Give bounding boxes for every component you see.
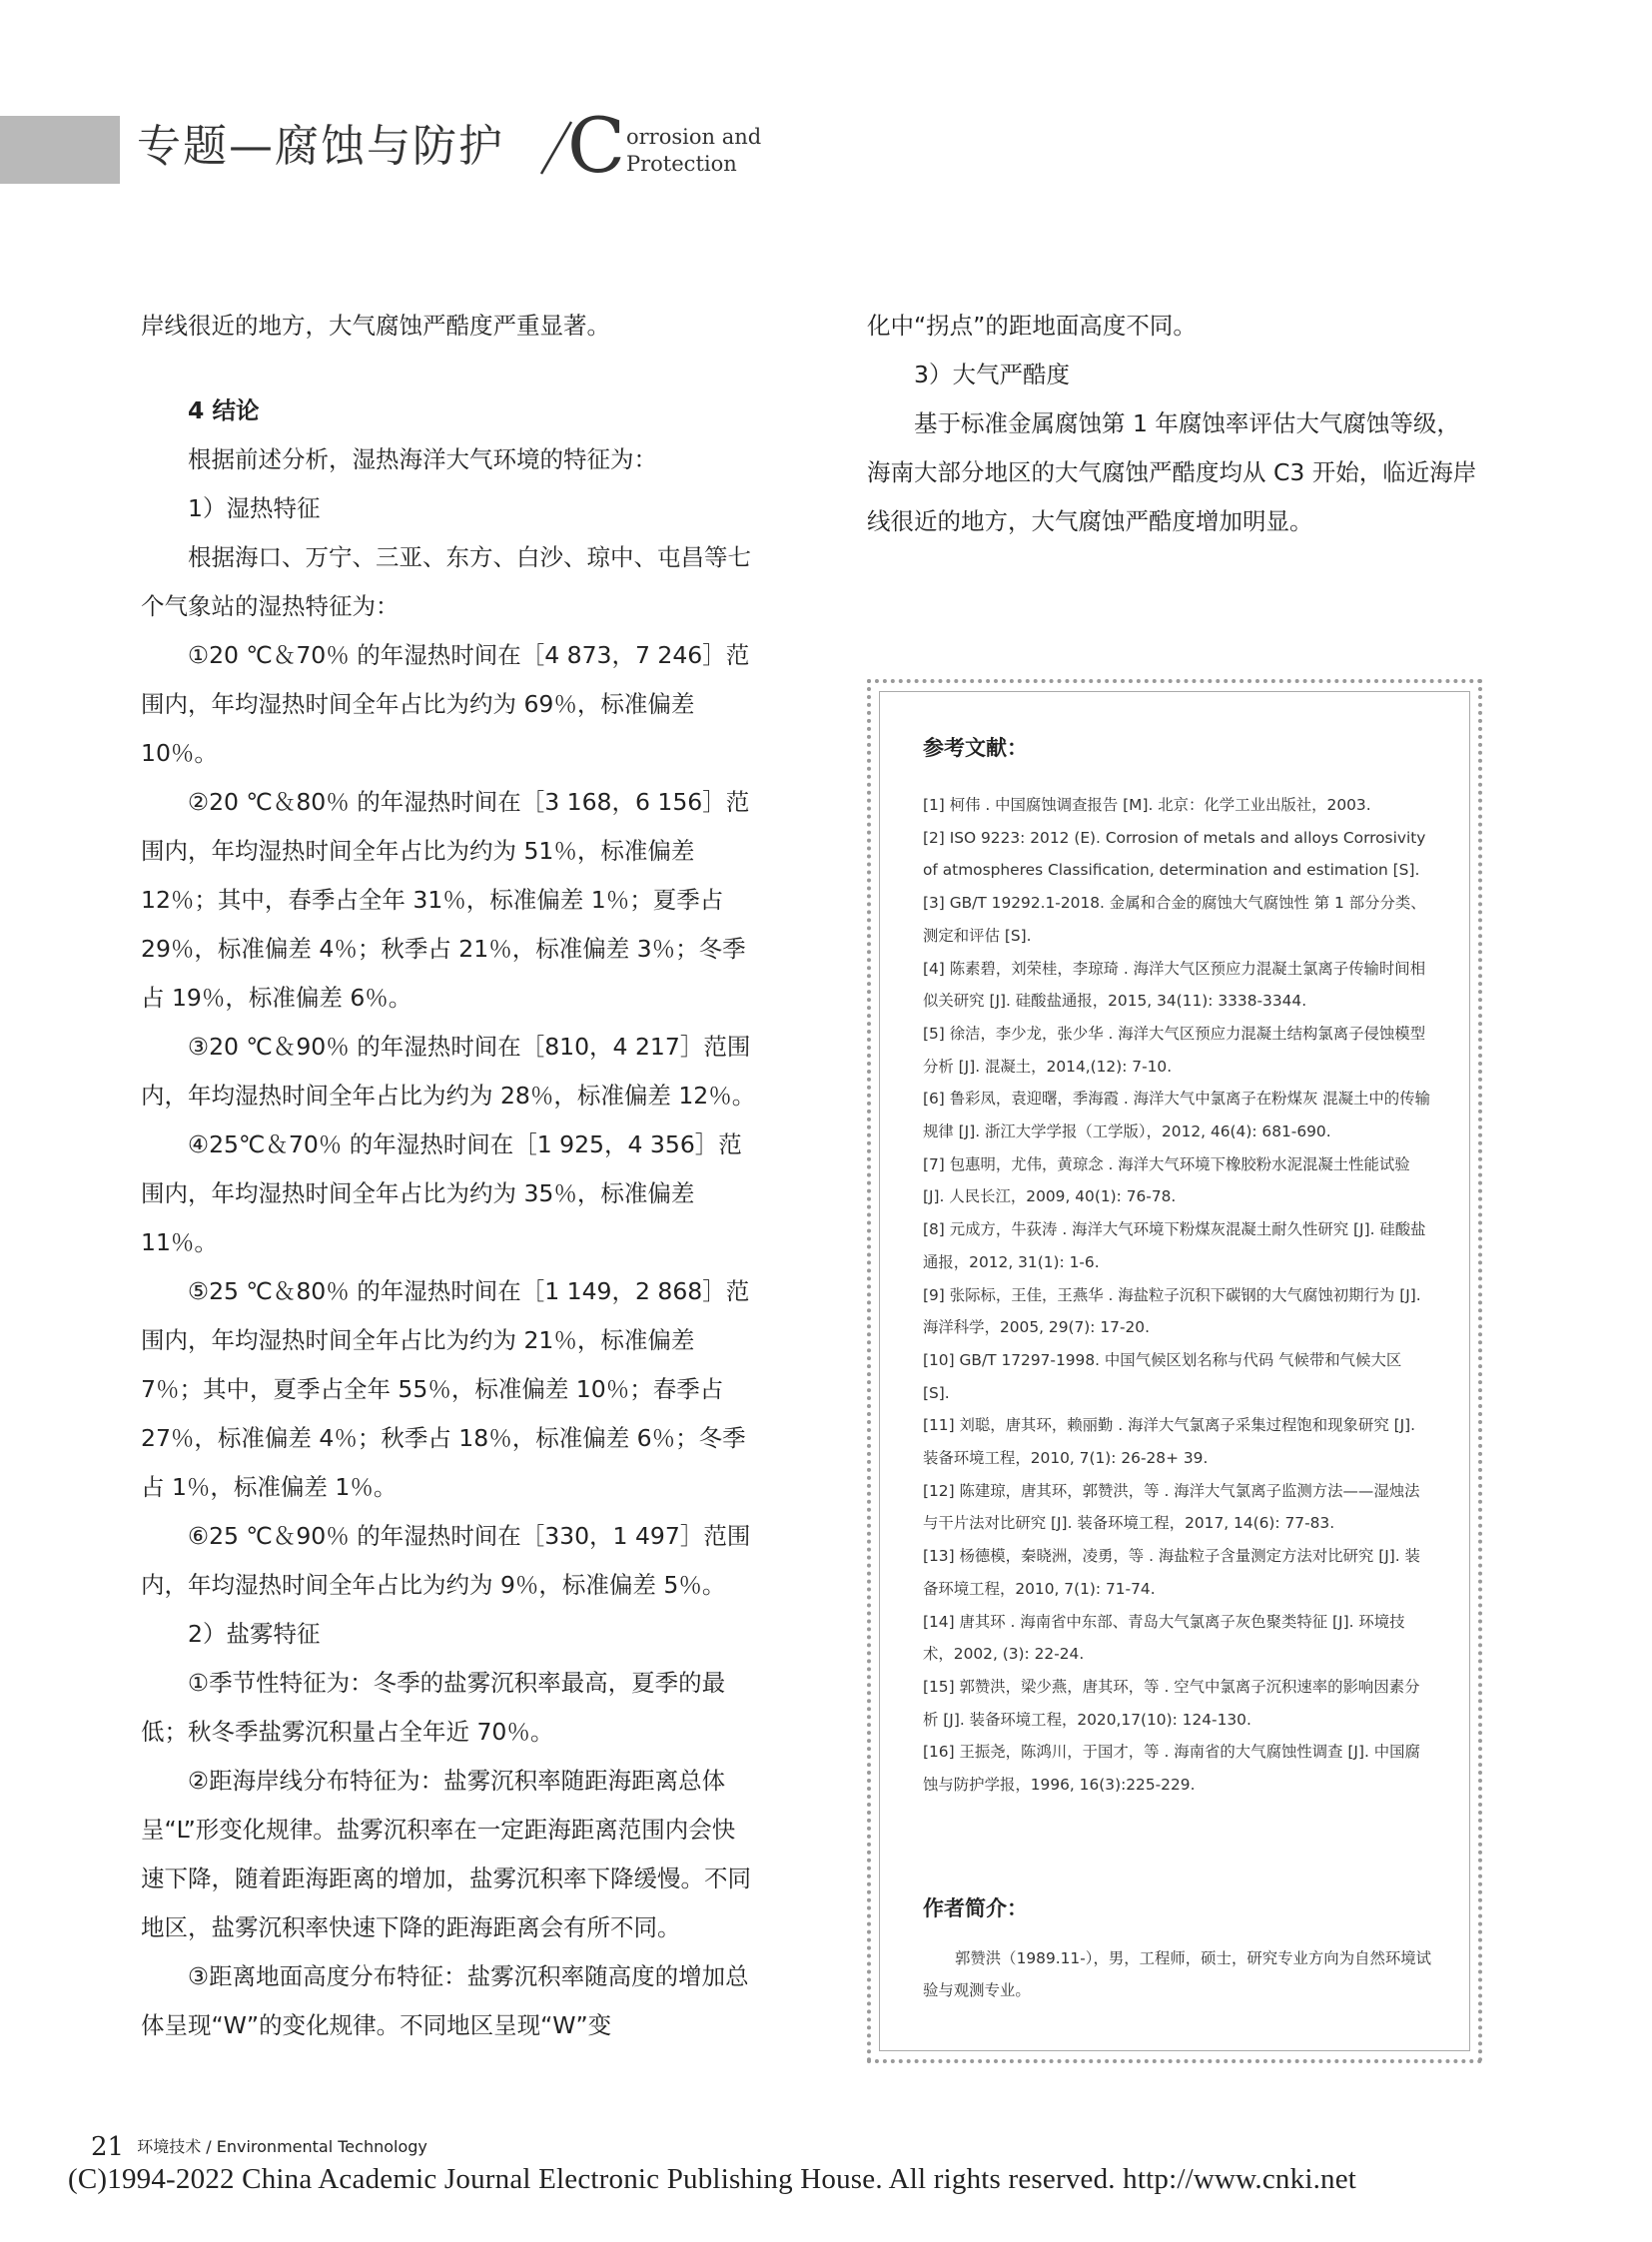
copyright-line: (C)1994-2022 China Academic Journal Electronic Publishing House. All rights reserved. http://www.cnki.net	[68, 2163, 1357, 2195]
section-title-en-line1: orrosion and	[626, 125, 762, 149]
reference-item: [8] 元成方，牛荻涛 . 海洋大气环境下粉煤灰混凝土耐久性研究 [J]. 硅酸盐通报，2012, 31(1): 1-6.	[923, 1220, 1426, 1271]
reference-item: [10] GB/T 17297-1998. 中国气候区划名称与代码 气候带和气候大区 [S].	[923, 1350, 1402, 1402]
reference-list	[923, 789, 1432, 1802]
page-footer	[91, 2132, 427, 2162]
references-heading: 参考文献：	[923, 736, 1028, 760]
paragraph: 根据前述分析，湿热海洋大气环境的特征为：	[188, 445, 657, 473]
list-item: ①季节性特征为：冬季的盐雾沉积率最高，夏季的最低；秋冬季盐雾沉积量占全年近 70％。	[141, 1669, 726, 1746]
journal-name: 环境技术 / Environmental Technology	[137, 2137, 427, 2156]
list-item: ⑤25 ℃＆80％ 的年湿热时间在［1 149，2 868］范围内，年均湿热时间全年占比为约为 21％，标准偏差 7％；其中，夏季占全年 55％，标准偏差 10％；春季占 27％，标准偏差 4％；秋季占 18％，标准偏差 6％；冬季占 1％，标准偏差 1％。	[141, 1277, 750, 1501]
header-gray-bar	[0, 116, 120, 184]
list-item: ③距离地面高度分布特征：盐雾沉积率随高度的增加总体呈现“W”的变化规律。不同地区呈现“W”变	[141, 1962, 749, 2039]
section-heading: 4 结论	[188, 396, 260, 424]
reference-item: [13] 杨德模，秦晓洲，凌勇，等 . 海盐粒子含量测定方法对比研究 [J]. 装备环境工程，2010, 7(1): 71-74.	[923, 1547, 1420, 1598]
list-item: ③20 ℃＆90％ 的年湿热时间在［810，4 217］范围内，年均湿热时间全年占比为约为 28％，标准偏差 12％。	[141, 1033, 756, 1110]
reference-item: [1] 柯伟 . 中国腐蚀调查报告 [M]. 北京：化学工业出版社，2003.	[923, 796, 1371, 814]
reference-item: [2] ISO 9223: 2012 (E). Corrosion of metals and alloys Corrosivity of atmospheres Classification, determination and estimation [S].	[923, 828, 1426, 880]
subheading: 1）湿热特征	[188, 494, 321, 522]
author-heading: 作者简介：	[923, 1896, 1028, 1920]
subheading: 3）大气严酷度	[914, 361, 1070, 388]
reference-item: [4] 陈素碧，刘荣桂，李琼琦 . 海洋大气区预应力混凝土氯离子传输时间相似关研究 [J]. 硅酸盐通报，2015, 34(11): 3338-3344.	[923, 959, 1426, 1011]
reference-item: [15] 郭赞洪，梁少燕，唐其环，等 . 空气中氯离子沉积速率的影响因素分析 [J]. 装备环境工程，2020,17(10): 124-130.	[923, 1677, 1420, 1729]
author-bio-text: 郭赞洪（1989.11-），男，工程师，硕士，研究专业方向为自然环境试验与观测专业。	[923, 1949, 1432, 1999]
reference-item: [16] 王振尧，陈鸿川，于国才，等 . 海南省的大气腐蚀性调查 [J]. 中国腐蚀与防护学报，1996, 16(3):225-229.	[923, 1743, 1420, 1795]
subheading: 2）盐雾特征	[188, 1620, 321, 1648]
section-title-en	[626, 124, 761, 178]
reference-item: [12] 陈建琼，唐其环，郭赞洪，等 . 海洋大气氯离子监测方法——湿烛法与干片法对比研究 [J]. 装备环境工程，2017, 14(6): 77-83.	[923, 1481, 1420, 1533]
list-item: ②20 ℃＆80％ 的年湿热时间在［3 168，6 156］范围内，年均湿热时间全年占比为约为 51％，标准偏差 12％；其中，春季占全年 31％，标准偏差 1％；夏季占 29％，标准偏差 4％；秋季占 21％，标准偏差 3％；冬季占 19％，标准偏差 6％。	[141, 788, 750, 1012]
section-title-en-line2: Protection	[626, 152, 737, 176]
spacer	[141, 351, 757, 376]
reference-item: [5] 徐洁，李少龙，张少华 . 海洋大气区预应力混凝土结构氯离子侵蚀模型分析 [J]. 混凝土，2014,(12): 7-10.	[923, 1024, 1426, 1076]
author-bio	[923, 1942, 1432, 2006]
paragraph: 基于标准金属腐蚀第 1 年腐蚀率评估大气腐蚀等级，海南大部分地区的大气腐蚀严酷度均从 C3 开始，临近海岸线很近的地方，大气腐蚀严酷度增加明显。	[867, 409, 1477, 535]
reference-item: [7] 包惠明，尤伟，黄琼念 . 海洋大气环境下橡胶粉水泥混凝土性能试验 [J]. 人民长江，2009, 40(1): 76-78.	[923, 1154, 1410, 1206]
reference-item: [14] 唐其环 . 海南省中东部、青岛大气氯离子灰色聚类特征 [J]. 环境技术，2002, (3): 22-24.	[923, 1612, 1405, 1664]
paragraph: 根据海口、万宁、三亚、东方、白沙、琼中、屯昌等七个气象站的湿热特征为：	[141, 543, 751, 620]
reference-item: [3] GB/T 19292.1-2018. 金属和合金的腐蚀大气腐蚀性 第 1 部分分类、测定和评估 [S].	[923, 894, 1426, 945]
page-number: 21	[91, 2132, 125, 2162]
reference-item: [6] 鲁彩凤，袁迎曙，季海霞 . 海洋大气中氯离子在粉煤灰 混凝土中的传输规律 [J]. 浙江大学学报（工学版），2012, 46(4): 681-690.	[923, 1090, 1430, 1141]
reference-item: [11] 刘聪，唐其环，赖丽勤 . 海洋大气氯离子采集过程饱和现象研究 [J]. 装备环境工程，2010, 7(1): 26-28+ 39.	[923, 1416, 1416, 1468]
list-item: ①20 ℃＆70％ 的年湿热时间在［4 873，7 246］范围内，年均湿热时间全年占比为约为 69％，标准偏差 10％。	[141, 641, 750, 767]
section-title-en-initial: C	[567, 101, 626, 190]
right-column	[867, 302, 1483, 546]
list-item: ②距海岸线分布特征为：盐雾沉积率随距海距离总体呈“L”形变化规律。盐雾沉积率在一定距海距离范围内会快速下降，随着距海距离的增加，盐雾沉积率下降缓慢。不同地区，盐雾沉积率快速下降的距海距离会有所不同。	[141, 1767, 751, 1941]
left-column	[141, 302, 757, 2050]
paragraph: 岸线很近的地方，大气腐蚀严酷度严重显著。	[141, 312, 610, 340]
list-item: ⑥25 ℃＆90％ 的年湿热时间在［330，1 497］范围内，年均湿热时间全年占比为约为 9％，标准偏差 5％。	[141, 1522, 751, 1599]
paragraph: 化中“拐点”的距地面高度不同。	[867, 312, 1197, 340]
section-title: 专题—腐蚀与防护	[137, 121, 504, 172]
reference-item: [9] 张际标，王佳，王燕华 . 海盐粒子沉积下碳钢的大气腐蚀初期行为 [J]. 海洋科学，2005, 29(7): 17-20.	[923, 1285, 1421, 1337]
list-item: ④25℃＆70％ 的年湿热时间在［1 925，4 356］范围内，年均湿热时间全年占比为约为 35％，标准偏差 11％。	[141, 1130, 742, 1256]
